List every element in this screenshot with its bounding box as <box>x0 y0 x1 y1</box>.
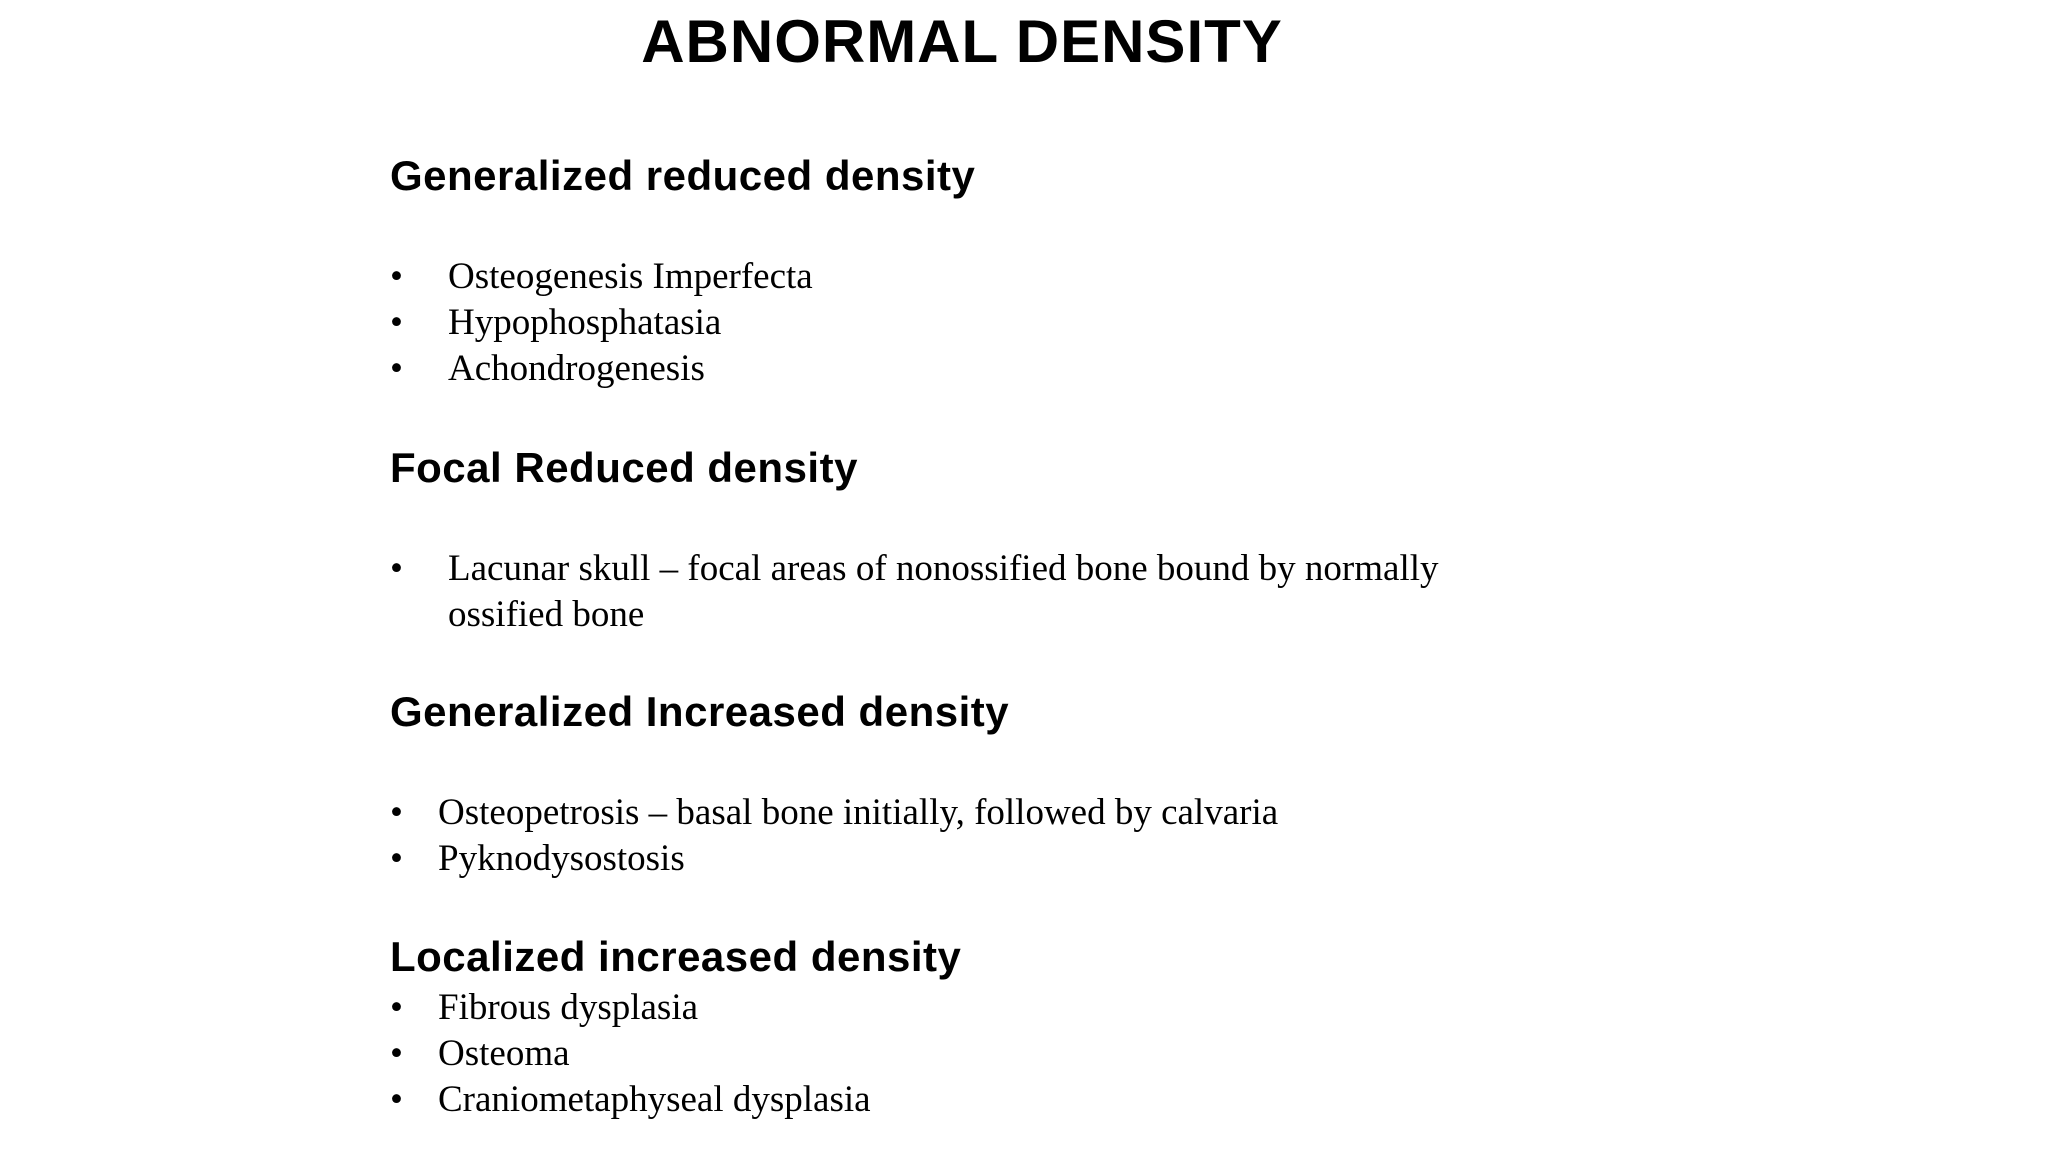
list-item <box>390 1077 1590 1123</box>
bullet-list <box>390 546 1530 638</box>
list-item-text: Craniometaphyseal dysplasia <box>438 1079 871 1120</box>
section-heading: Focal Reduced density <box>390 444 858 491</box>
section-heading: Generalized reduced density <box>390 152 976 199</box>
list-item <box>390 300 1590 346</box>
list-item <box>390 790 1590 836</box>
bullet-icon: • <box>390 987 403 1028</box>
list-item-text: Fibrous dysplasia <box>438 987 699 1028</box>
section-generalized-reduced-density <box>390 148 1590 392</box>
bullet-icon: • <box>390 1033 403 1074</box>
list-item-text: Osteogenesis Imperfecta <box>448 256 813 297</box>
bullet-list <box>390 790 1590 882</box>
list-item <box>390 836 1590 882</box>
list-item-text: Pyknodysostosis <box>438 838 685 879</box>
bullet-icon: • <box>390 256 403 297</box>
list-item <box>390 1031 1590 1077</box>
bullet-list <box>390 254 1590 392</box>
section-heading: Localized increased density <box>390 933 962 980</box>
bullet-icon: • <box>390 302 403 343</box>
section-focal-reduced-density <box>390 440 1530 638</box>
list-item <box>390 546 1530 638</box>
list-item <box>390 985 1590 1031</box>
bullet-icon: • <box>390 348 403 389</box>
bullet-icon: • <box>390 838 403 879</box>
list-item <box>390 254 1590 300</box>
list-item <box>390 346 1590 392</box>
list-item-text: Achondrogenesis <box>448 348 705 389</box>
section-heading: Generalized Increased density <box>390 688 1010 735</box>
section-localized-increased-density <box>390 929 1590 1123</box>
bullet-list <box>390 985 1590 1123</box>
section-generalized-increased-density <box>390 684 1590 882</box>
slide-title: ABNORMAL DENSITY <box>641 8 1283 75</box>
bullet-icon: • <box>390 548 403 589</box>
list-item-text: Hypophosphatasia <box>448 302 722 343</box>
list-item-text: Osteopetrosis – basal bone initially, followed by calvaria <box>438 792 1279 833</box>
list-item-text: Lacunar skull – focal areas of nonossified bone bound by normally ossified bone <box>448 548 1439 635</box>
list-item-text: Osteoma <box>438 1033 570 1074</box>
bullet-icon: • <box>390 1079 403 1120</box>
bullet-icon: • <box>390 792 403 833</box>
